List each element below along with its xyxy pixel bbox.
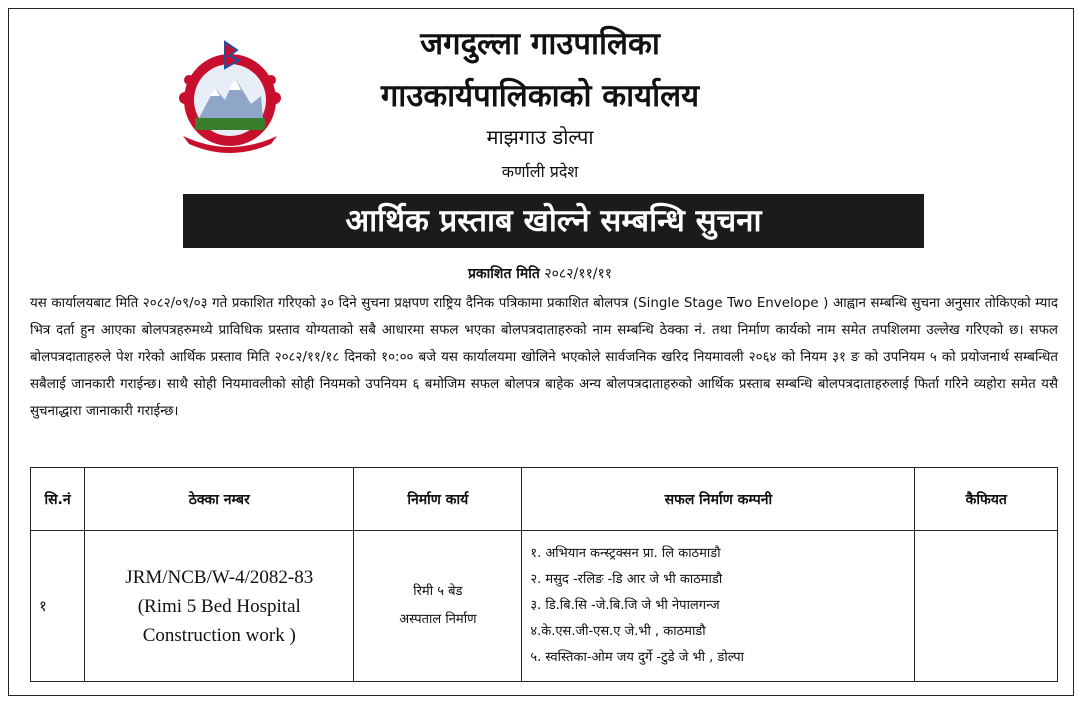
published-value: २०८२/११/११ [544,266,613,282]
firm-3: ३. डि.बि.सि -जे.बि.जि जे भी नेपालगन्ज [530,598,720,613]
office-name: गाउकार्यपालिकाको कार्यालय [380,78,700,114]
row-remarks [915,531,1058,682]
table-header-row [31,468,1058,531]
table-row [31,531,1058,682]
published-date [300,264,780,283]
row-contract [85,531,354,682]
contract-desc-2: Construction work ) [142,624,296,646]
row-sn: १ [31,531,85,682]
header-work: निर्माण कार्य [354,468,522,531]
contract-number: JRM/NCB/W-4/2082-83 [125,566,314,588]
nepal-emblem-icon [165,38,295,153]
municipality-name: जगदुल्ला गाउपालिका [420,26,660,62]
notice-body: यस कार्यालयबाट मिति २०८२/०९/०३ गते प्रकाशित गरिएको ३० दिने सुचना प्रक्षपण राष्ट्रिय दैनिक पत्रिकामा प्रकाशित बोलपत्र (Single Stage Two Envelope ) आह्वान सम्बन्धि सुचना अनुसार तोकिएको म्याद भित्र दर्ता हुन आएका बोलपत्रहरुमध्ये प्राविधिक प्रस्ताव योग्यताको सबै आधारमा सफल भएका बोलपत्रदाताहरुको नाम सम्बन्धि ठेक्का नं. तथा निर्माण कार्यको नाम समेत तपशिलमा उल्लेख गरिएको छ। सफल बोलपत्रदाताहरुले पेश गरेको आर्थिक प्रस्ताव मिति २०८२/११/१८ दिनको १०:०० बजे यस कार्यालयमा खोलिने भएकोले सार्वजनिक खरिद नियमावली २०६४ को नियम ३१ ङ को उपनियम ५ को प्रयोजनार्थ सम्बन्धित सबैलाई जानकारी गराईन्छ। साथै सोही नियमावलीको सोही नियमको उपनियम ६ बमोजिम सफल बोलपत्र बाहेक अन्य बोलपत्रदाताहरुको आर्थिक प्रस्ताब सम्बन्धि बोलपत्रदाताहरुलाई फिर्ता गरिने व्यहोरा समेत यसै सुचनाद्धारा जानाकारी गराईन्छ। [30,296,1058,419]
firm-2: २. मसुद -रलिङ -डि आर जे भी काठमाडौ [530,572,723,587]
row-work [354,531,522,682]
header-remarks: कैफियत [915,468,1058,531]
firm-5: ५. स्वस्तिका-ओम जय दुर्गे -टुडे जे भी , डोल्पा [530,650,745,665]
contract-desc-1: (Rimi 5 Bed Hospital [137,595,301,617]
province: कर्णाली प्रदेश [501,162,579,181]
work-line-1: रिमी ५ बेड [413,584,463,599]
header-firms: सफल निर्माण कम्पनी [522,468,915,531]
contracts-table [30,467,1058,682]
firm-1: १. अभियान कन्स्ट्रक्सन प्रा. लि काठमाडौ [530,546,721,561]
firm-4: ४.के.एस.जी-एस.ए जे.भी , काठमाडौ [530,624,706,639]
row-firms [522,531,915,682]
work-line-2: अस्पताल निर्माण [399,612,477,627]
location: माझगाउ डोल्पा [486,125,594,149]
header-contract-no: ठेक्का नम्बर [85,468,354,531]
published-label: प्रकाशित मिति [467,266,540,282]
notice-title: आर्थिक प्रस्ताब खोल्ने सम्बन्धि सुचना [183,194,924,248]
header-sn: सि.नं [31,468,85,531]
